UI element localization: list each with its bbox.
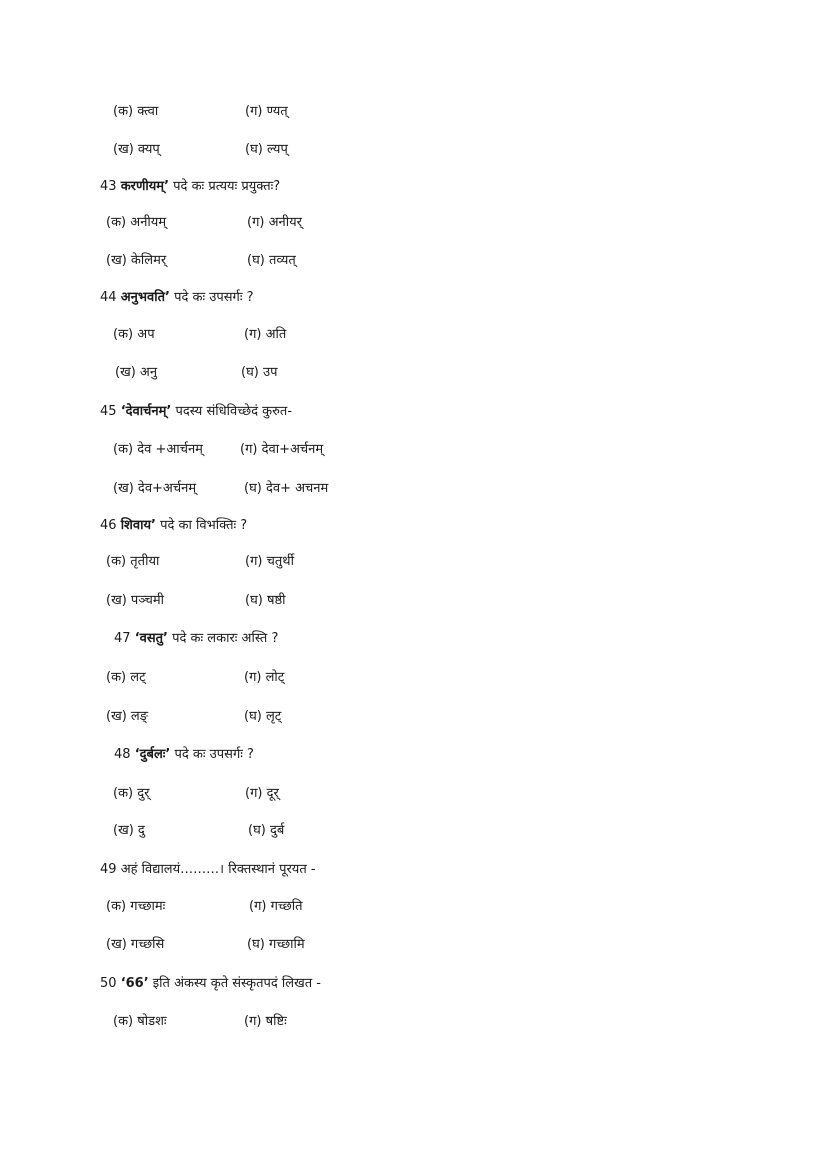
option-gh: (घ) तव्यत् (247, 253, 296, 268)
option-kh: (ख) लङ् (106, 709, 149, 724)
question-text: पदे का विभक्तिः ? (160, 518, 248, 533)
option-k: (क) षोडशः (113, 1014, 167, 1029)
question-keyword: अनुभवति’ (120, 290, 170, 305)
question-text: पदे कः उपसर्गः ? (174, 747, 254, 762)
option-k: (क) दुर् (113, 786, 150, 801)
question-text: पदे कः लकारः अस्ति ? (172, 631, 279, 646)
question-number: 43 (100, 179, 117, 194)
option-kh: (ख) क्यप् (113, 142, 160, 157)
option-k: (क) अनीयम् (106, 215, 167, 230)
question-text: पदे कः उपसर्गः ? (174, 290, 254, 305)
question-47 (114, 630, 278, 648)
question-number: 45 (100, 404, 117, 419)
option-k: (क) देव +आर्चनम् (113, 442, 203, 457)
question-number: 46 (100, 518, 117, 533)
question-text: अहं विद्यालयं………। रिक्तस्थानं पूरयत - (120, 862, 316, 877)
question-number: 47 (114, 631, 131, 646)
question-text: पदे कः प्रत्ययः प्रयुक्तः? (173, 179, 281, 194)
option-k: (क) लट् (106, 670, 146, 685)
option-gh: (घ) दुर्ब (248, 823, 285, 838)
option-gh: (घ) षष्ठी (245, 593, 286, 608)
option-kh: (ख) अनु (115, 365, 158, 380)
question-45 (100, 403, 292, 421)
question-text: पदस्य संधिविच्छेदं कुरुत- (175, 404, 293, 419)
option-g: (ग) चतुर्थी (245, 554, 294, 569)
option-g: (ग) ण्यत् (245, 104, 288, 119)
option-gh: (घ) उप (241, 365, 278, 380)
question-number: 49 (100, 862, 117, 877)
question-keyword: ‘66’ (120, 976, 149, 991)
option-kh: (ख) केलिमर् (106, 253, 167, 268)
question-text: इति अंकस्य कृते संस्कृतपदं लिखत - (152, 976, 321, 991)
question-44 (100, 289, 254, 307)
option-g: (ग) दूर् (245, 786, 279, 801)
question-number: 44 (100, 290, 117, 305)
option-g: (ग) देवा+अर्चनम् (240, 442, 324, 457)
question-48 (114, 746, 254, 764)
option-kh: (ख) देव+अर्चनम् (113, 481, 197, 496)
option-g: (ग) गच्छति (249, 899, 303, 914)
option-k: (क) गच्छामः (106, 899, 166, 914)
option-kh: (ख) गच्छसि (106, 937, 165, 952)
question-49 (100, 861, 316, 879)
question-46 (100, 517, 247, 535)
option-gh: (घ) ल्यप् (245, 142, 288, 157)
option-gh: (घ) गच्छामि (247, 937, 305, 952)
option-k: (क) क्त्वा (113, 104, 159, 119)
question-keyword: शिवाय’ (120, 518, 156, 533)
question-50 (100, 975, 321, 993)
option-g: (ग) षष्टिः (244, 1014, 287, 1029)
question-keyword: करणीयम्’ (120, 179, 170, 194)
question-number: 48 (114, 747, 131, 762)
option-gh: (घ) देव+ अचनम (244, 481, 329, 496)
option-g: (ग) अनीयर् (247, 215, 302, 230)
question-43 (100, 178, 280, 196)
question-number: 50 (100, 976, 117, 991)
option-gh: (घ) लृट् (244, 709, 282, 724)
question-keyword: ‘देवार्चनम्’ (120, 404, 172, 419)
option-kh: (ख) पञ्चमी (106, 593, 165, 608)
option-kh: (ख) दु (113, 823, 145, 838)
option-k: (क) तृतीया (106, 554, 160, 569)
option-g: (ग) लोट् (244, 670, 285, 685)
option-g: (ग) अति (244, 327, 287, 342)
question-keyword: ‘दुर्बलः’ (134, 747, 171, 762)
option-k: (क) अप (113, 327, 155, 342)
question-keyword: ‘वसतु’ (134, 631, 168, 646)
